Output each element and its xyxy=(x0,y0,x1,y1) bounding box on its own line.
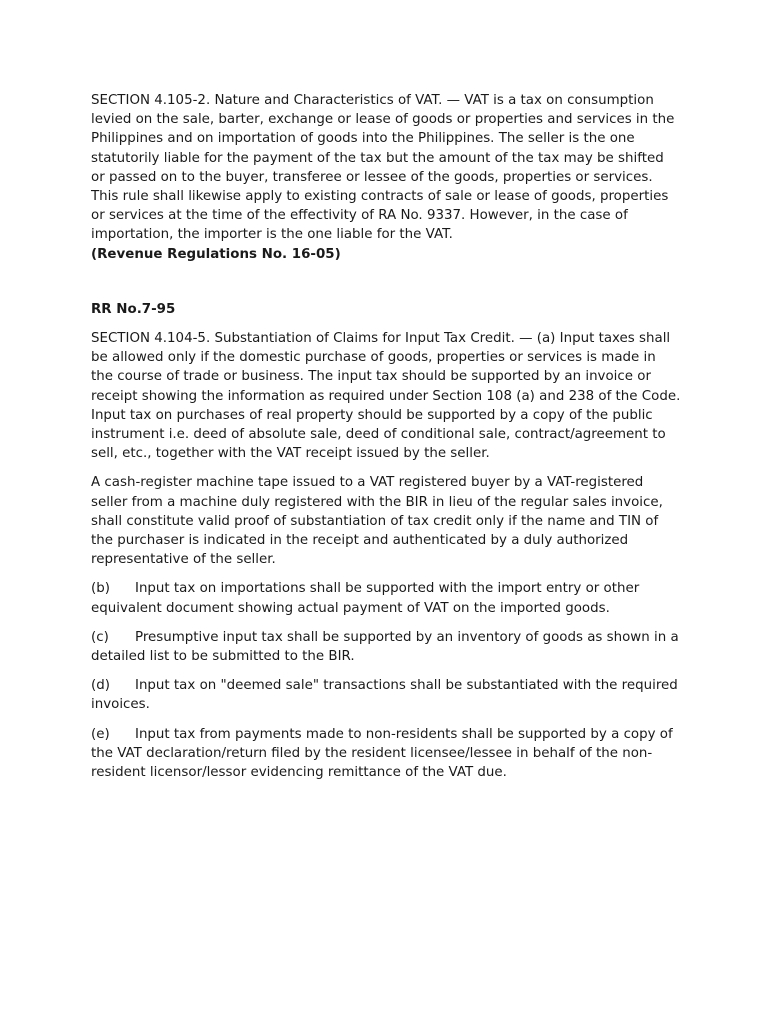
list-item-e xyxy=(91,725,681,783)
item-text: Input tax on importations shall be supported with the import entry or other equivalent document showing actual payment of VAT on the imported goods. xyxy=(91,581,640,616)
item-label: (b) xyxy=(91,581,110,597)
list-item-b xyxy=(91,579,681,617)
rr-heading: RR No.7-95 xyxy=(91,301,176,317)
list-item-d xyxy=(91,676,681,714)
item-text: Input tax from payments made to non-residents shall be supported by a copy of the VAT declaration/return filed by the resident licensee/lessee in behalf of the non-resident licensor/lessor evidencing remittance of the VAT due. xyxy=(91,726,673,781)
list-item-c xyxy=(91,628,681,666)
document-page xyxy=(91,91,681,782)
section-4-105-2-citation: (Revenue Regulations No. 16-05) xyxy=(91,246,341,262)
item-label: (c) xyxy=(91,629,109,645)
item-text: Input tax on "deemed sale" transactions shall be substantiated with the required invoices. xyxy=(91,678,678,713)
section-4-104-5-paragraph-a: SECTION 4.104-5. Substantiation of Claims for Input Tax Credit. — (a) Input taxes shall be allowed only if the domestic purchase of goods, properties or services is made in the course of trade or business. The input tax should be supported by an invoice or receipt showing the information as required under Section 108 (a) and 238 of the Code. Input tax on purchases of real property should be supported by a copy of the public instrument i.e. deed of absolute sale, deed of conditional sale, contract/agreement to sell, etc., together with the VAT receipt issued by the seller. xyxy=(91,331,681,462)
item-label: (d) xyxy=(91,678,110,694)
item-text: Presumptive input tax shall be supported by an inventory of goods as shown in a detailed list to be submitted to the BIR. xyxy=(91,629,679,665)
item-label: (e) xyxy=(91,726,110,742)
section-4-105-2-text: SECTION 4.105-2. Nature and Characteristics of VAT. — VAT is a tax on consumption levied on the sale, barter, exchange or lease of goods or properties and services in the Philippines and on importation of goods into the Philippines. The seller is the one statutorily liable for the payment of the tax but the amount of the tax may be shifted or passed on to the buyer, transferee or lessee of the goods, properties or services. This rule shall likewise apply to existing contracts of sale or lease of goods, properties or services at the time of the effectivity of RA No. 9337. However, in the case of importation, the importer is the one liable for the VAT. xyxy=(91,93,675,243)
cash-register-paragraph: A cash-register machine tape issued to a VAT registered buyer by a VAT-registered seller from a machine duly registered with the BIR in lieu of the regular sales invoice, shall constitute valid proof of substantiation of tax credit only if the name and TIN of the purchaser is indicated in the receipt and authenticated by a duly authorized representative of the seller. xyxy=(91,475,663,568)
